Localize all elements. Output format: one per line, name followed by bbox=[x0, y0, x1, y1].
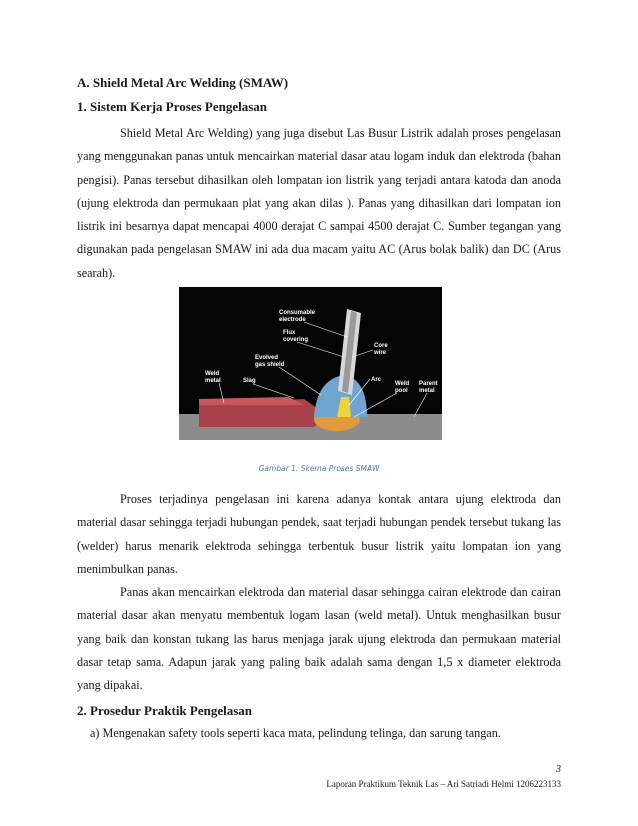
intro-paragraph: Shield Metal Arc Welding) yang juga disebut Las Busur Listrik adalah proses pengelasan yang menggunakan panas untuk mencairkan material dasar atau logam induk dan elektroda (bahan pengisi). Panas tersebut dihasilkan oleh lompatan ion listrik yang terjadi antara katoda dan anoda (ujung elektroda dan permukaan plat yang akan dilas ). Panas yang dihasilkan dari lompatan ion listrik ini besarnya dapat mencapai 4000 derajat C sampai 4500 derajat C. Sumber tegangan yang digunakan pada pengelasan SMAW ini ada dua macam yaitu AC (Arus bolak balik) dan DC (Arus searah). bbox=[77, 126, 561, 280]
label-slag: Slag bbox=[243, 378, 256, 384]
label-core-1: Core bbox=[374, 343, 388, 349]
label-flux-2: covering bbox=[283, 337, 309, 343]
label-evolved-1: Evolved bbox=[255, 355, 279, 361]
label-core-2: wire bbox=[374, 350, 387, 356]
label-weld-metal-2: metal bbox=[205, 378, 221, 384]
label-consumable-2: electrode bbox=[279, 317, 306, 323]
label-parent-metal-1: Parent bbox=[419, 381, 438, 387]
section-2-heading: 2. Prosedur Praktik Pengelasan bbox=[77, 703, 253, 718]
paragraph-3: Panas akan mencairkan elektroda dan material dasar sehingga cairan elektrode dan cairan material dasar akan menyatu membentuk logam lasan (weld metal). Untuk menghasilkan busur yang baik dan konstan tukang las harus menjaga jarak ujung elektroda dan permukaan material dasar tetap sama. Adapun jarak yang paling baik adalah sama dengan 1,5 x diameter elektroda yang dipakai. bbox=[77, 585, 561, 693]
label-evolved-2: gas shield bbox=[255, 362, 285, 368]
footer-text: Laporan Praktikum Teknik Las – Ari Satriadi Helmi 1206223133 bbox=[326, 779, 561, 789]
label-arc: Arc bbox=[371, 377, 382, 383]
subsection-heading: 1. Sistem Kerja Proses Pengelasan bbox=[77, 99, 268, 114]
label-weld-metal-1: Weld bbox=[205, 371, 220, 377]
smaw-diagram bbox=[179, 287, 442, 440]
paragraph-2: Proses terjadinya pengelasan ini karena adanya kontak antara ujung elektroda dan material dasar sehingga terjadi hubungan pendek, saat terjadi hubungan pendek tersebut tukang las (welder) harus menarik elektroda sehingga terbentuk busur listrik yaitu lompatan ion yang menimbulkan panas. bbox=[77, 492, 561, 576]
label-weld-pool-2: pool bbox=[395, 388, 408, 394]
label-parent-metal-2: metal bbox=[419, 388, 435, 394]
figure-caption: Gambar 1. Skema Proses SMAW bbox=[258, 464, 380, 473]
label-consumable-1: Consumable bbox=[279, 310, 316, 316]
smaw-figure bbox=[179, 287, 442, 440]
label-weld-pool-1: Weld bbox=[395, 381, 410, 387]
list-item-a: a) Mengenakan safety tools seperti kaca mata, pelindung telinga, dan sarung tangan. bbox=[90, 726, 501, 740]
label-flux-1: Flux bbox=[283, 330, 296, 336]
page-number: 3 bbox=[556, 764, 561, 775]
section-heading: A. Shield Metal Arc Welding (SMAW) bbox=[77, 75, 289, 90]
